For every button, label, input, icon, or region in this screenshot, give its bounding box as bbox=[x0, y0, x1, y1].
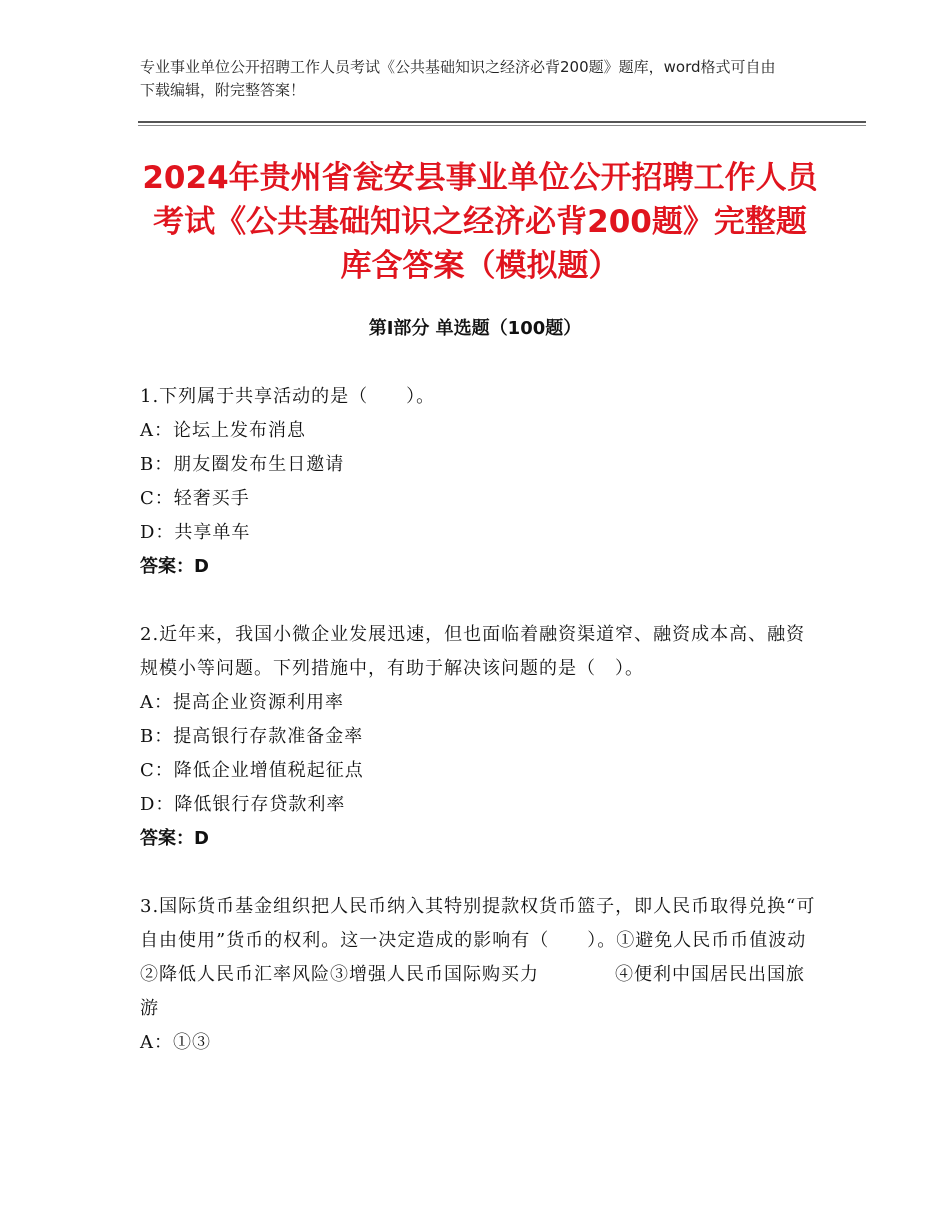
question-stem: 2.近年来，我国小微企业发展迅速，但也面临着融资渠道窄、融资成本高、融资规模小等问题。下列措施中，有助于解决该问题的是（ ）。 bbox=[140, 624, 806, 679]
option-b: B：提高银行存款准备金率 bbox=[140, 726, 364, 747]
header-note: 专业事业单位公开招聘工作人员考试《公共基础知识之经济必背200题》题库，word格式可自由下载编辑，附完整答案！ bbox=[140, 58, 776, 99]
section-heading: 第Ⅰ部分 单选题（100题） bbox=[368, 318, 582, 339]
option-d: D：降低银行存贷款利率 bbox=[140, 794, 346, 815]
answer-label: 答案：D bbox=[140, 828, 209, 849]
header-rule-thin bbox=[138, 125, 866, 126]
question-stem: 1.下列属于共享活动的是（ ）。 bbox=[140, 386, 436, 407]
question-list bbox=[140, 380, 902, 1094]
question-stem: 3.国际货币基金组织把人民币纳入其特别提款权货币篮子，即人民币取得兑换“可自由使用”货币的权利。这一决定造成的影响有（ ）。①避免人民币币值波动 ②降低人民币汇率风险③增强人民币国际购买力 ④便利中国居民出国旅游 bbox=[140, 896, 902, 1019]
option-a: A：①③ bbox=[140, 1032, 211, 1053]
answer-label: 答案：D bbox=[140, 556, 209, 577]
question-1 bbox=[140, 380, 820, 584]
option-a: A：提高企业资源利用率 bbox=[140, 692, 344, 713]
question-2 bbox=[140, 618, 820, 856]
option-c: C：轻奢买手 bbox=[140, 488, 250, 509]
option-b: B：朋友圈发布生日邀请 bbox=[140, 454, 345, 475]
option-d: D：共享单车 bbox=[140, 522, 251, 543]
option-a: A：论坛上发布消息 bbox=[140, 420, 306, 441]
option-c: C：降低企业增值税起征点 bbox=[140, 760, 364, 781]
question-3 bbox=[140, 890, 902, 1060]
document-title: 2024年贵州省瓮安县事业单位公开招聘工作人员考试《公共基础知识之经济必背200题》完整题库含答案（模拟题） bbox=[142, 160, 818, 284]
header-rule-thick bbox=[138, 121, 866, 123]
